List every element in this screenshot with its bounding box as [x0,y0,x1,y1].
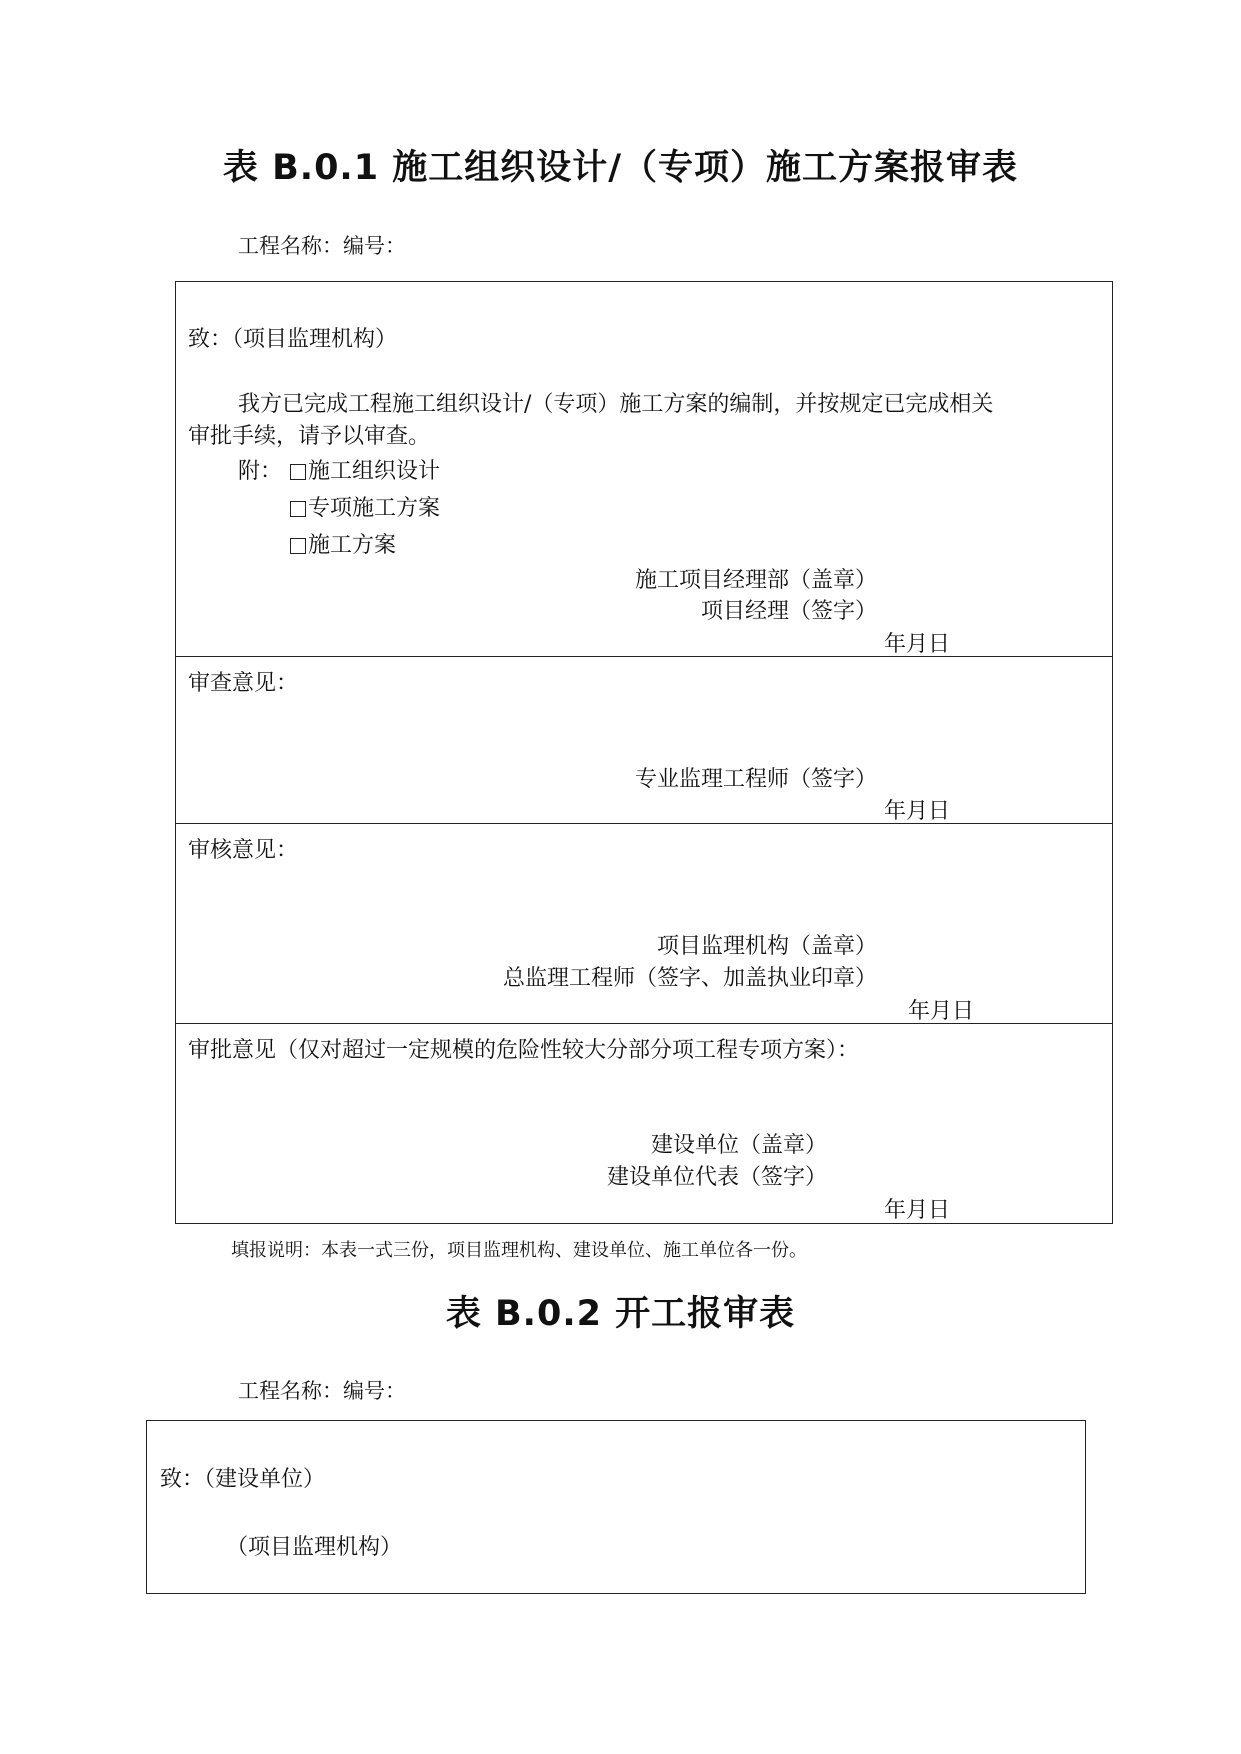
checkbox-icon[interactable] [290,464,306,480]
checkbox-icon[interactable] [290,501,306,517]
attachment-option-2[interactable] [290,491,440,522]
form1-divider-1 [175,656,1113,657]
supervision-agency-seal-line: 项目监理机构（盖章） [656,934,877,959]
contractor-seal-line: 施工项目经理部（盖章） [634,568,877,593]
form1-body-line-2: 审批手续，请予以审查。 [188,424,431,449]
checkbox-icon[interactable] [290,538,306,554]
form1-section3-date: 年月日 [908,999,975,1024]
form1-section4-date: 年月日 [884,1198,951,1223]
form1-section2-date: 年月日 [884,799,951,824]
form1-fill-note: 填报说明：本表一式三份，项目监理机构、建设单位、施工单位各一份。 [231,1240,807,1261]
form1-project-line: 工程名称：编号： [238,234,406,258]
form1-title: 表 B.0.1 施工组织设计/（专项）施工方案报审表 [222,148,1019,188]
attachment-option-label: 施工组织设计 [308,459,441,484]
form2-title: 表 B.0.2 开工报审表 [445,1294,796,1334]
owner-representative-sign-line: 建设单位代表（签字） [606,1165,827,1190]
attachment-option-label: 专项施工方案 [308,496,441,521]
chief-supervisor-sign-line: 总监理工程师（签字、加盖执业印章） [502,966,877,991]
supervisor-engineer-sign-line: 专业监理工程师（签字） [634,767,877,792]
attachment-option-1[interactable] [290,454,440,485]
form1-body-line-1: 我方已完成工程施工组织设计/（专项）施工方案的编制，并按规定已完成相关 [238,392,994,417]
form2-to2-line: （项目监理机构） [226,1535,403,1560]
owner-seal-line: 建设单位（盖章） [650,1133,827,1158]
form2-project-line: 工程名称：编号： [238,1379,406,1403]
form2-table [146,1420,1086,1594]
attachment-option-label: 施工方案 [308,533,397,558]
form1-divider-2 [175,823,1113,824]
audit-opinion-heading: 审核意见： [188,838,299,863]
form1-attach-label: 附： [238,459,283,484]
attachment-option-3[interactable] [290,528,396,559]
form2-to-line: 致：（建设单位） [160,1467,326,1492]
form1-section1-date: 年月日 [884,632,951,657]
project-manager-sign-line: 项目经理（签字） [700,599,877,624]
review-opinion-heading: 审查意见： [188,671,299,696]
form1-to-line: 致：（项目监理机构） [188,327,398,352]
approval-opinion-heading: 审批意见（仅对超过一定规模的危险性较大分部分项工程专项方案）： [188,1038,860,1063]
